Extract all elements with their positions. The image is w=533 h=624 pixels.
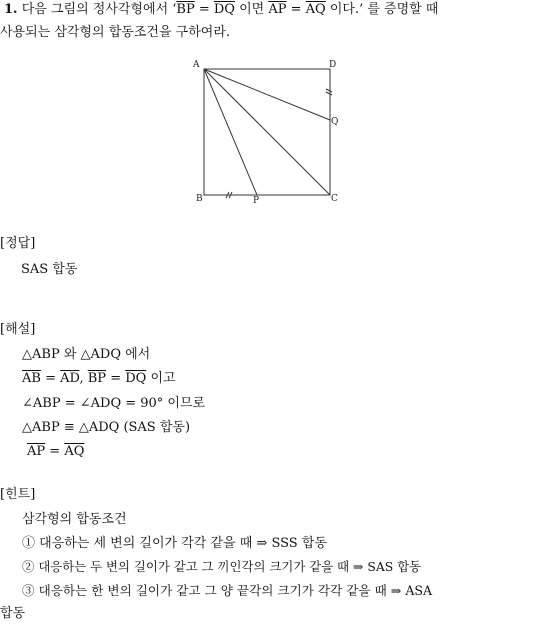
equals: = [40, 371, 61, 386]
answer-heading: [정답] [0, 236, 36, 251]
equals-2: = [286, 2, 306, 17]
explanation-line-1: △ABP 와 △ADQ 에서 [22, 347, 151, 362]
equals-b: = [106, 371, 126, 386]
question-text-a: 다음 그림의 정사각형에서 ‘ [21, 2, 177, 17]
explanation-line-2 [22, 371, 176, 387]
hint-heading: [힌트] [0, 487, 36, 502]
label-a: A [193, 60, 200, 70]
segment-ad: $\overline{AD}$ [60, 371, 80, 386]
label-p: P [253, 196, 260, 206]
segment-aq-2: $\overline{AQ}$ [64, 444, 85, 459]
segment-aq: $\overline{AQ}$ [305, 2, 326, 17]
answer-text: SAS 합동 [21, 262, 78, 277]
tick-dq [326, 89, 332, 92]
explanation-line-3: ∠ABP = ∠ADQ = 90° 이므로 [22, 396, 206, 411]
segment-ac-line [204, 69, 330, 195]
segment-ap-2: $\overline{AP}$ [27, 444, 46, 459]
question-line-2: 사용되는 삼각형의 합동조건을 구하여라. [0, 25, 231, 40]
hint-line-1: 삼각형의 합동조건 [22, 512, 127, 527]
equals-1: = [194, 2, 214, 17]
hint-line-2: ① 대응하는 세 변의 길이가 각각 같을 때 ⇒ SSS 합동 [22, 536, 327, 551]
explanation-line-5 [27, 444, 84, 460]
tick-dq-2 [326, 92, 332, 95]
explanation-tail: 이고 [146, 371, 176, 386]
segment-ap: $\overline{AP}$ [268, 2, 287, 17]
question-text-c: 이다.’ 를 증명할 때 [325, 2, 439, 17]
segment-dq: $\overline{DQ}$ [213, 2, 235, 17]
label-c: C [331, 194, 338, 204]
label-b: B [196, 194, 203, 204]
hint-line-4: ③ 대응하는 한 변의 길이가 같고 그 양 끝각의 크기가 각각 같을 때 ⇒ ASA [22, 583, 433, 598]
label-q: Q [331, 117, 339, 127]
hint-line-3: ② 대응하는 두 변의 길이가 같고 그 끼인각의 크기가 같을 때 ⇒ SAS 합동 [22, 559, 422, 574]
equals-c: = [45, 444, 65, 459]
segment-bp-2: $\overline{BP}$ [87, 371, 107, 386]
segment-bp: $\overline{BP}$ [176, 2, 195, 17]
segment-ap-line [204, 69, 257, 195]
label-d: D [329, 60, 337, 70]
explanation-line-4: △ABP ≡ △ADQ (SAS 합동) [22, 420, 191, 435]
explanation-heading: [해설] [0, 322, 36, 337]
comma: , [79, 371, 88, 386]
hint-line-5: 합동 [0, 606, 26, 621]
question-number: 1. [4, 2, 18, 17]
segment-aq-line [204, 69, 330, 120]
segment-dq-2: $\overline{DQ}$ [125, 371, 147, 386]
question-text-b: 이면 [234, 2, 269, 17]
segment-ab: $\overline{AB}$ [22, 371, 41, 386]
